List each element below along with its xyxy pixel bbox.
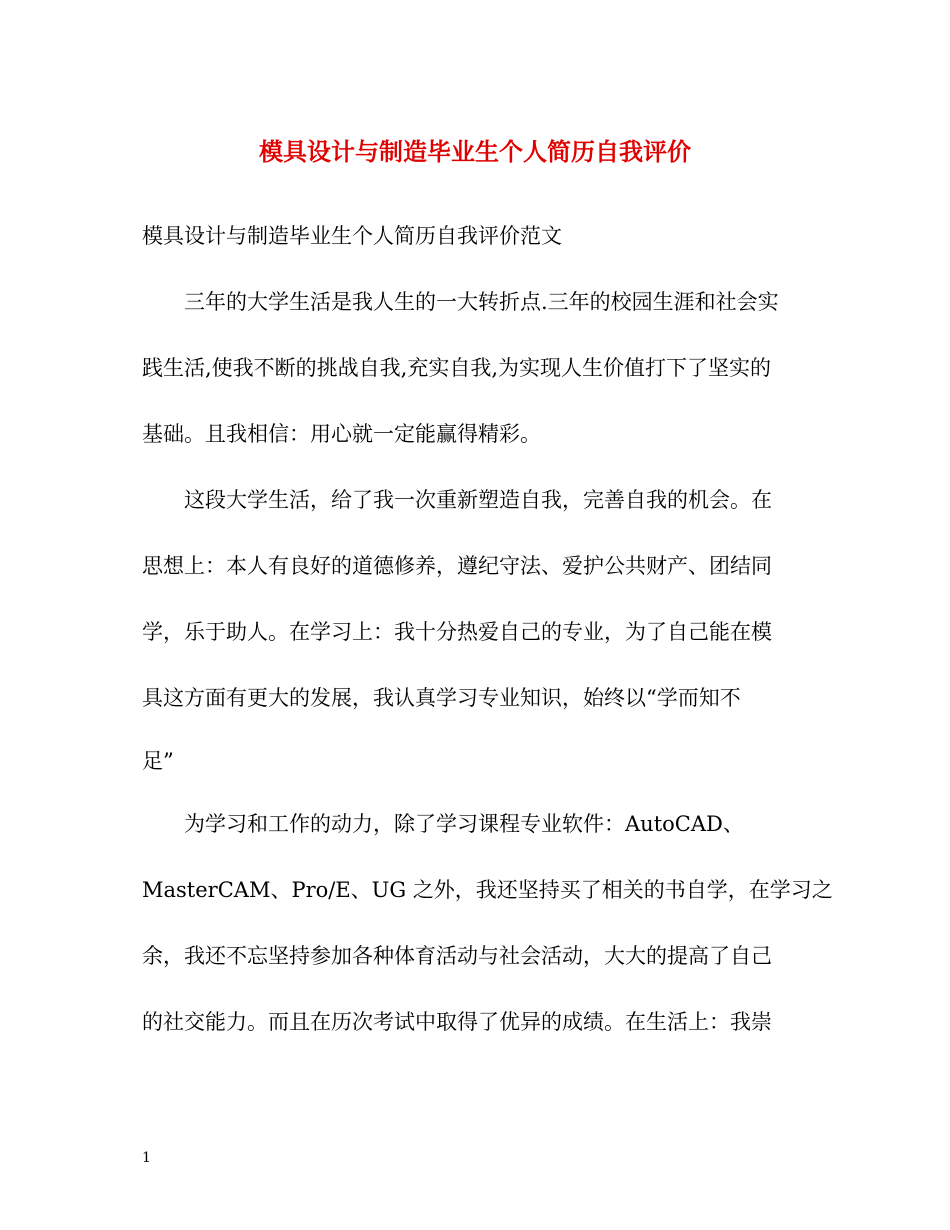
- body-line-11: 余，我还不忘坚持参加各种体育活动与社会活动，大大的提高了自己: [142, 944, 772, 968]
- body-line-3: 基础。且我相信：用心就一定能赢得精彩。: [142, 422, 541, 446]
- document-subtitle: 模具设计与制造毕业生个人简历自我评价范文: [142, 224, 562, 248]
- body-line-7: 具这方面有更大的发展，我认真学习专业知识，始终以“学而知不: [142, 686, 741, 710]
- body-line-12: 的社交能力。而且在历次考试中取得了优异的成绩。在生活上：我崇: [142, 1010, 772, 1034]
- page-number: 1: [142, 1150, 151, 1166]
- body-line-6: 学，乐于助人。在学习上：我十分热爱自己的专业，为了自己能在模: [142, 620, 772, 644]
- body-line-10: MasterCAM、Pro/E、UG 之外，我还坚持买了相关的书自学，在学习之: [142, 878, 833, 902]
- body-line-2: 践生活,使我不断的挑战自我,充实自我,为实现人生价值打下了坚实的: [142, 356, 772, 380]
- body-line-9: 为学习和工作的动力，除了学习课程专业软件：AutoCAD、: [184, 812, 744, 836]
- body-line-1: 三年的大学生活是我人生的一大转折点.三年的校园生涯和社会实: [184, 290, 779, 314]
- body-line-8: 足”: [142, 749, 174, 773]
- document-title: 模具设计与制造毕业生个人简历自我评价: [259, 137, 691, 166]
- body-line-4: 这段大学生活，给了我一次重新塑造自我，完善自我的机会。在: [184, 488, 772, 512]
- body-line-5: 思想上：本人有良好的道德修养，遵纪守法、爱护公共财产、团结同: [142, 554, 772, 578]
